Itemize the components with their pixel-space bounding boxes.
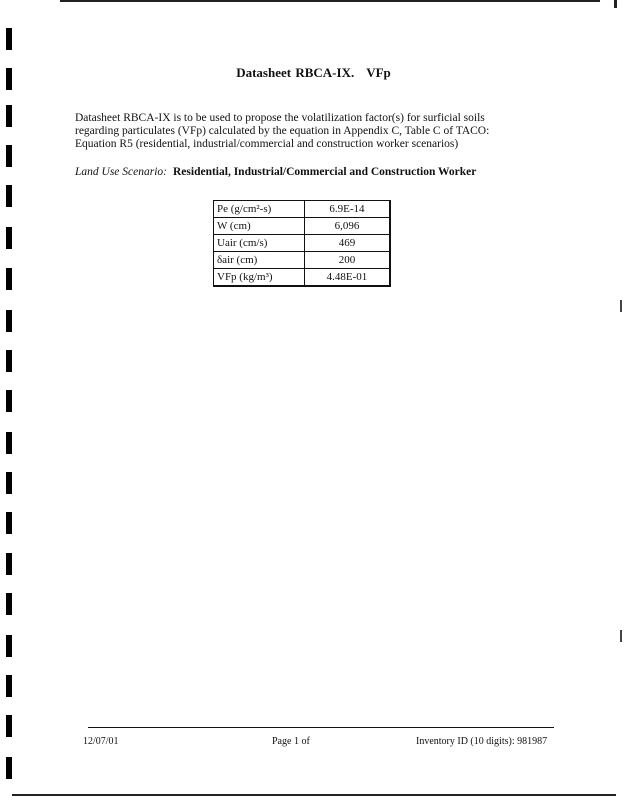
intro-line: regarding particulates (VFp) calculated by the equation in Appendix C, Table C of TACO: [75, 125, 490, 137]
binder-hole-mark [6, 227, 12, 249]
binder-hole-mark [6, 593, 12, 615]
table-row [214, 269, 391, 287]
table-row [214, 235, 391, 252]
scenario-label: Land Use Scenario: [75, 166, 167, 178]
scenario-value: Residential, Industrial/Commercial and Construction Worker [173, 166, 477, 178]
table-row [214, 201, 391, 218]
footer-divider [88, 727, 554, 728]
binder-hole-mark [6, 432, 12, 454]
binder-hole-mark [6, 185, 12, 207]
binder-hole-mark [6, 512, 12, 534]
table-row [214, 252, 391, 269]
top-corner-mark [614, 0, 617, 8]
param-value: 4.48E-01 [305, 269, 391, 287]
param-name: Uair (cm/s) [214, 235, 305, 252]
title-main: Datasheet RBCA-IX. [236, 65, 355, 80]
binder-hole-mark [6, 310, 12, 332]
param-name: VFp (kg/m³) [214, 269, 305, 287]
binder-hole-mark [6, 472, 12, 494]
binder-hole-mark [6, 675, 12, 697]
binder-hole-mark [6, 105, 12, 127]
scan-speck [620, 630, 622, 642]
top-border-line [60, 0, 600, 2]
param-name: δair (cm) [214, 252, 305, 269]
footer-page-number: Page 1 of [272, 736, 310, 747]
binder-hole-mark [6, 268, 12, 290]
page-title [0, 65, 627, 81]
binder-hole-mark [6, 390, 12, 412]
intro-line: Equation R5 (residential, industrial/commercial and construction worker scenarios) [75, 138, 459, 150]
binder-hole-mark [6, 553, 12, 575]
land-use-scenario [75, 166, 476, 178]
footer-inventory-id: Inventory ID (10 digits): 981987 [416, 736, 548, 747]
footer-date: 12/07/01 [83, 736, 119, 747]
binder-hole-mark [6, 28, 12, 50]
param-value: 469 [305, 235, 391, 252]
binder-hole-mark [6, 350, 12, 372]
binder-hole-mark [6, 635, 12, 657]
param-value: 6.9E-14 [305, 201, 391, 218]
param-value: 6,096 [305, 218, 391, 235]
binder-hole-mark [6, 145, 12, 167]
title-sub: VFp [366, 65, 391, 80]
binder-hole-mark [6, 715, 12, 737]
parameter-table [213, 200, 391, 287]
binder-hole-mark [6, 757, 12, 779]
bottom-border-line [12, 794, 616, 796]
param-name: Pe (g/cm²-s) [214, 201, 305, 218]
intro-line: Datasheet RBCA-IX is to be used to propose the volatilization factor(s) for surficial soils [75, 112, 485, 124]
intro-paragraph [75, 112, 535, 151]
param-name: W (cm) [214, 218, 305, 235]
table-row [214, 218, 391, 235]
scan-speck [620, 300, 622, 312]
param-value: 200 [305, 252, 391, 269]
